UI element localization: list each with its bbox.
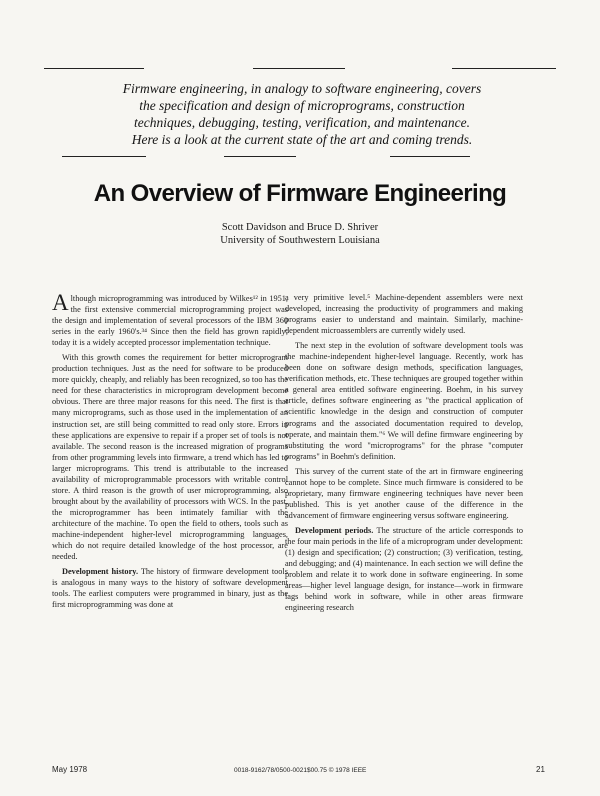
top-rule-middle [253, 68, 345, 69]
body-paragraph [52, 566, 288, 610]
intro-paragraph [52, 290, 288, 348]
mid-rule-right [390, 156, 470, 157]
section-runin-heading: Development history. [62, 567, 139, 577]
deck-line: Firmware engineering, in analogy to software engineering, covers [122, 81, 482, 96]
top-rule-right [452, 68, 556, 69]
footer-date: May 1978 [52, 765, 88, 774]
section-runin-heading: Development periods. [295, 525, 374, 535]
section-text: The structure of the article corresponds to the four main periods in the life of a microprogram under development: (1) design and specification; (2) construction; (3) verification, testing, and debugging; and (4) maintenance. In each section we will define the problem and relate it to work done in software engineering. In some areas—higher level language design, for instance—work in firmware lags behind work in software, while in other areas firmware engineering research [285, 525, 523, 613]
deck-line: techniques, debugging, testing, verification, and maintenance. [134, 115, 470, 130]
body-paragraph: The next step in the evolution of software development tools was the machine-independent higher-level language. Recently, work has been done on software design methods, specification languages, verification methods, etc. These techniques are grouped together within a general area entitled software engineering. Boehm, in his survey article, defines software engineering as "the practical application of scientific knowledge in the design and construction of computer programs and the associated documentation required to develop, operate, and maintain them."⁶ We will define firmware engineering by substituting the word "microprograms" for the phrase "computer programs" in Boehm's definition. [285, 341, 523, 461]
author-names: Scott Davidson and Bruce D. Shriver [221, 222, 379, 233]
left-column [52, 290, 288, 614]
body-paragraph: This survey of the current state of the art in firmware engineering cannot hope to be complete. Since much firmware is considered to be proprietary, many firmware engineering techniques have never been published. This is yet another cause of the difference in the advancement of firmware engineering versus software engineering. [285, 466, 523, 520]
body-paragraph: a very primitive level.⁵ Machine-dependent assemblers were next developed, increasing the productivity of programmers and making programs easier to understand and maintain. Similarly, machine-dependent microassemblers are currently widely used. [285, 293, 523, 336]
body-paragraph [285, 525, 523, 613]
drop-cap: A [52, 290, 69, 315]
intro-text: lthough microprogramming was introduced by Wilkes¹² in 1951, the first extensive commercial microprogramming project was the design and implementation of several processors of the IBM 360 series in the early 1960's.³⁴ Since then the field has grown rapidly; today it is a widely accepted processor implementation technique. [52, 294, 288, 348]
deck-line: Here is a look at the current state of the art and coming trends. [131, 132, 473, 147]
footer-page-number: 21 [536, 765, 545, 774]
section-text: The history of firmware development tools is analogous in many ways to the history of software development tools. The earliest computers were programmed in binary, just as the first microprogramming was done at [52, 567, 288, 610]
deck-line: the specification and design of microprograms, construction [139, 98, 465, 113]
mid-rule-left [62, 156, 146, 157]
right-column [285, 292, 523, 617]
article-title: An Overview of Firmware Engineering [93, 180, 507, 207]
body-paragraph: With this growth comes the requirement for better microprogram production techniques. Just as the need for software to be produced more quickly, cheaply, and reliably has been recognized, so too has the need for these characteristics in microprogram development become obvious. There are three major reasons for this need. The first is that many microprograms, such as those used in the implementation of an instruction set, are still being committed to read only store. Errors in these applications are expensive to repair if a proper set of tools is not available. The second reason is the increased migration of programs from other programming levels into firmware, a trend which has led to larger microprograms. This trend is attributable to the increased availability of microprogrammable processors with writable control store. A third reason is the growth of user microprogramming, also brought about by the availability of processors with WCS. In the past, the microprogrammer has been intimately familiar with the architecture of the machine. To open the field to others, tools such as machine-independent higher-level microprogramming languages, which do not require detailed knowledge of the host processor, are needed. [52, 353, 288, 562]
footer-copyright-code: 0018-9162/78/0500-0021$00.75 © 1978 IEEE [234, 767, 367, 774]
author-affiliation: University of Southwestern Louisiana [220, 235, 380, 246]
article-deck [52, 80, 552, 148]
mid-rule-middle [224, 156, 296, 157]
top-rule-left [44, 68, 144, 69]
byline [0, 221, 600, 247]
